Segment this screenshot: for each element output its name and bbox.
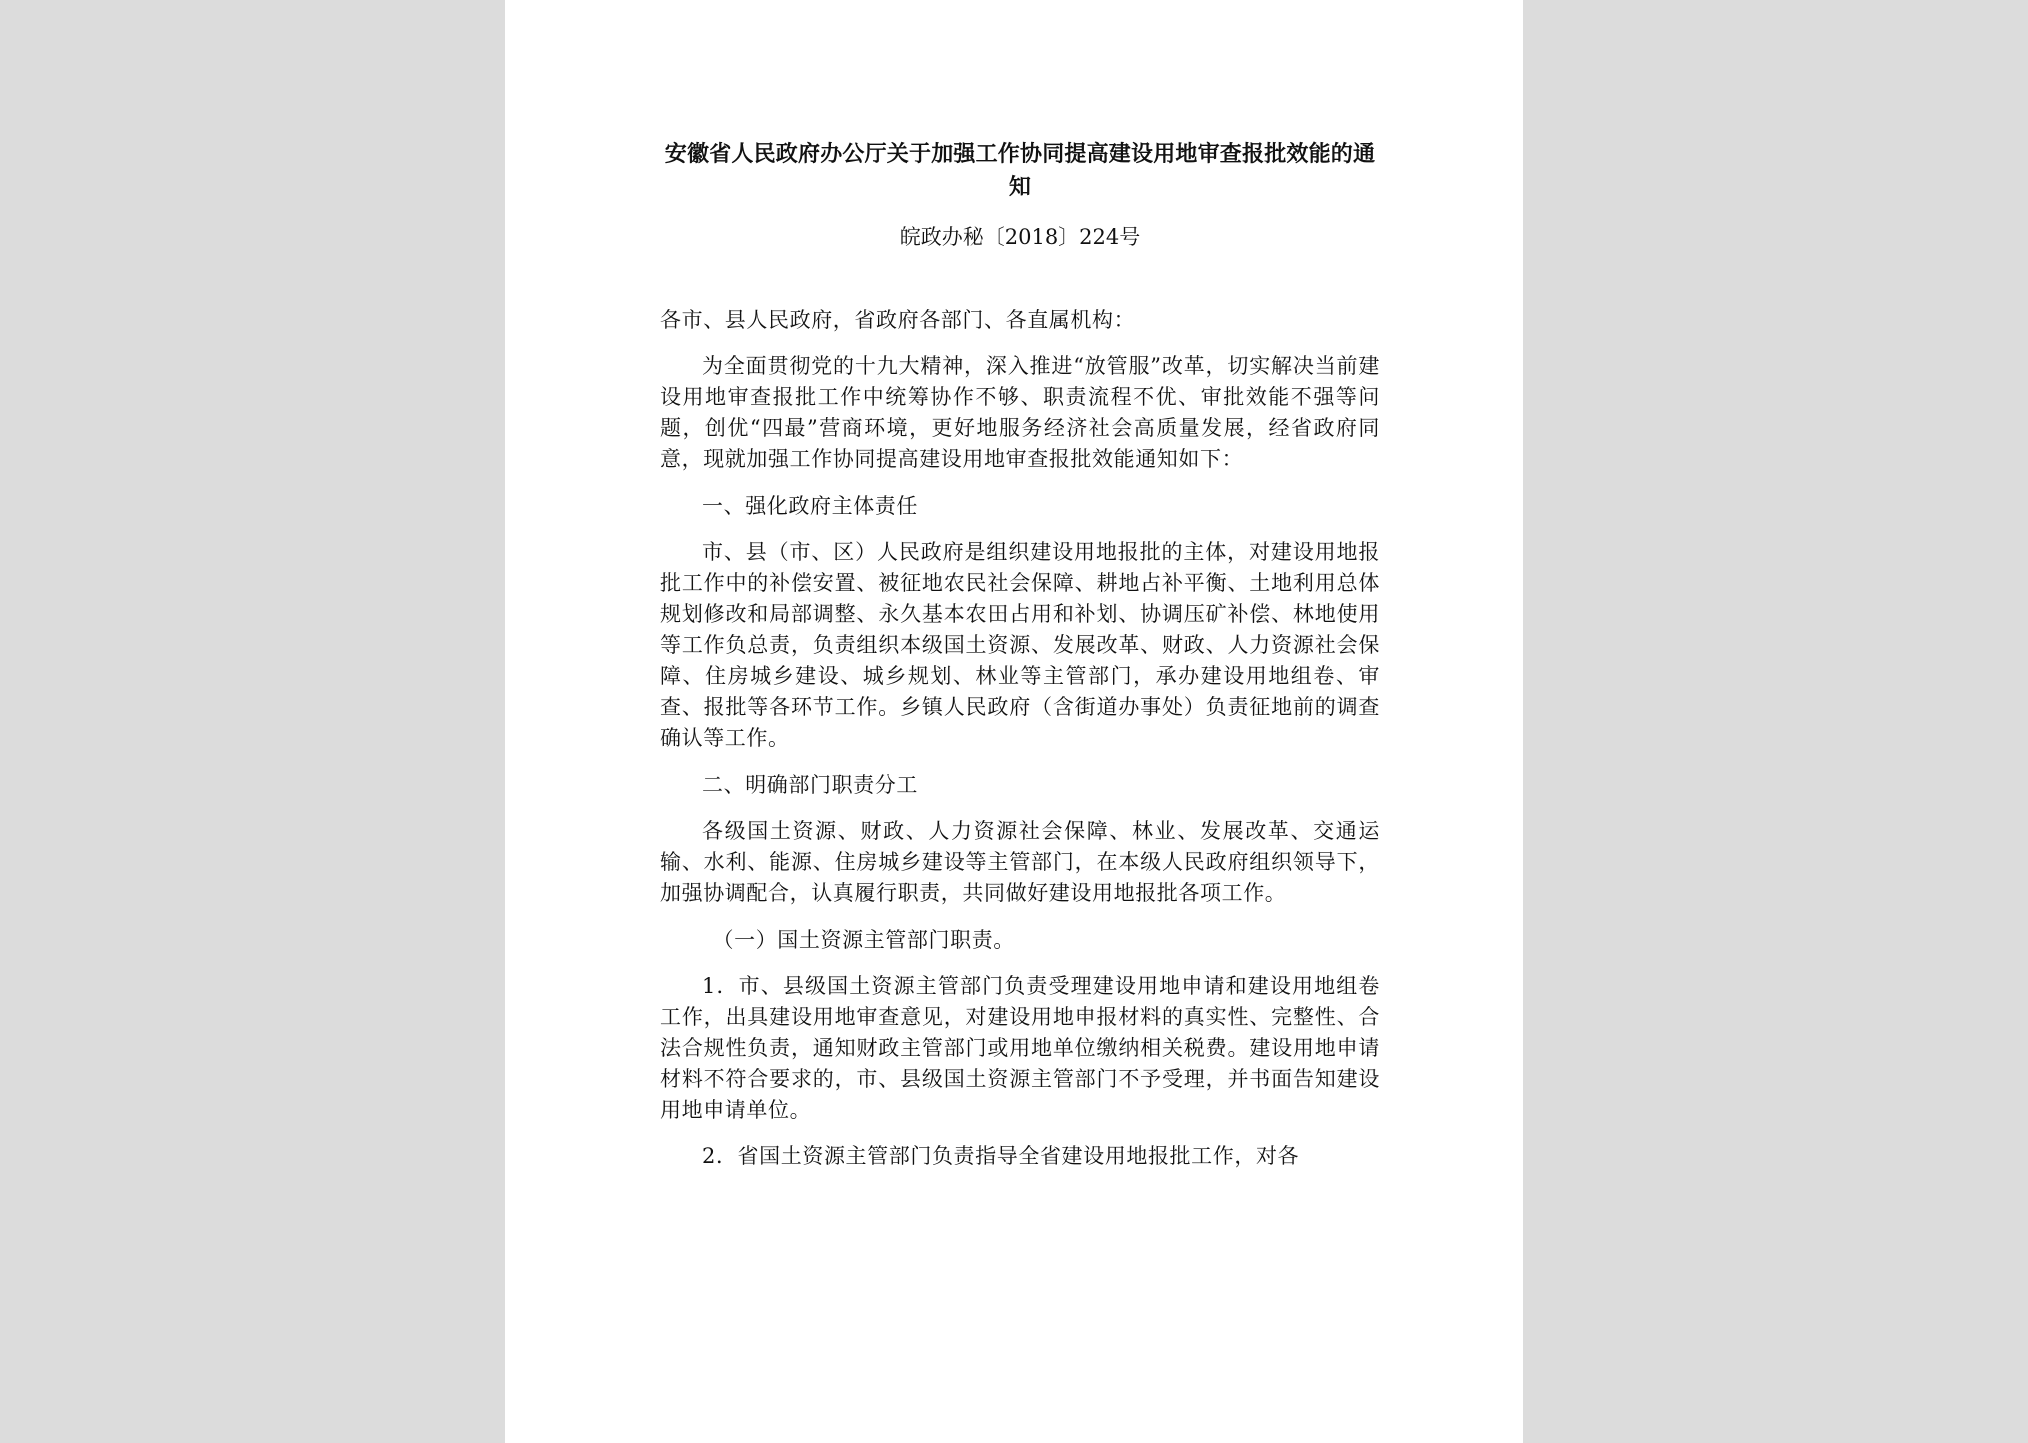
intro-paragraph: 为全面贯彻党的十九大精神，深入推进“放管服”改革，切实解决当前建设用地审查报批工作中统筹协作不够、职责流程不优、审批效能不强等问题，创优“四最”营商环境，更好地服务经济社会高质量发展，经省政府同意，现就加强工作协同提高建设用地审查报批效能通知如下： xyxy=(660,354,1380,471)
document-content xyxy=(660,138,1380,1172)
section-2-heading: 二、明确部门职责分工 xyxy=(702,773,918,797)
item-1-paragraph: 1．市、县级国土资源主管部门负责受理建设用地申请和建设用地组卷工作，出具建设用地审查意见，对建设用地申报材料的真实性、完整性、合法合规性负责，通知财政主管部门或用地单位缴纳相关税费。建设用地申请材料不符合要求的，市、县级国土资源主管部门不予受理，并书面告知建设用地申请单位。 xyxy=(660,974,1380,1122)
section-2-body: 各级国土资源、财政、人力资源社会保障、林业、发展改革、交通运输、水利、能源、住房城乡建设等主管部门，在本级人民政府组织领导下，加强协调配合，认真履行职责，共同做好建设用地报批各项工作。 xyxy=(660,819,1380,905)
addressee: 各市、县人民政府，省政府各部门、各直属机构： xyxy=(660,308,1136,332)
section-1-heading: 一、强化政府主体责任 xyxy=(702,494,918,518)
document-title: 安徽省人民政府办公厅关于加强工作协同提高建设用地审查报批效能的通知 xyxy=(664,141,1376,200)
document-number: 皖政办秘〔2018〕224号 xyxy=(899,225,1141,249)
item-2-paragraph: 2．省国土资源主管部门负责指导全省建设用地报批工作，对各 xyxy=(702,1144,1300,1168)
subsection-1-heading: （一）国土资源主管部门职责。 xyxy=(712,928,1015,952)
section-1-body: 市、县（市、区）人民政府是组织建设用地报批的主体，对建设用地报批工作中的补偿安置、被征地农民社会保障、耕地占补平衡、土地利用总体规划修改和局部调整、永久基本农田占用和补划、协调压矿补偿、林地使用等工作负总责，负责组织本级国土资源、发展改革、财政、人力资源社会保障、住房城乡建设、城乡规划、林业等主管部门，承办建设用地组卷、审查、报批等各环节工作。乡镇人民政府（含街道办事处）负责征地前的调查确认等工作。 xyxy=(660,540,1380,750)
document-page xyxy=(505,0,1523,1443)
